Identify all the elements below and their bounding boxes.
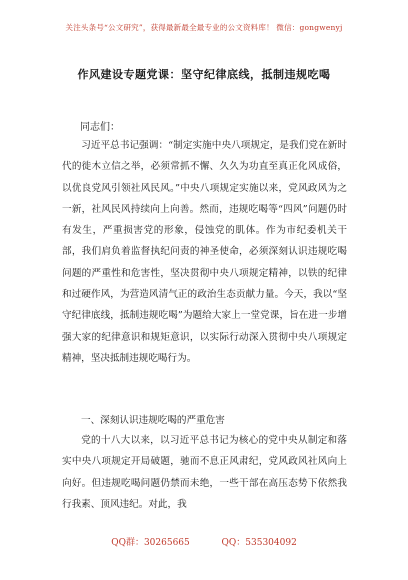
paragraph-text: 党的十八大以来，以习近平总书记为核心的党中央从制定和落实中央八项规定开局破题，驰而不息正风肃纪，党风政风社风向上向好。但违规吃喝问题仍禁而未绝，一些干部在高压态势下依然我行我素、顶风违纪。对此，我 <box>62 435 347 510</box>
footer-contact <box>0 535 408 548</box>
footer-qq-group: QQ群：30265665 <box>111 538 190 548</box>
body-paragraph-1 <box>62 135 347 369</box>
salutation: 同志们： <box>80 122 120 133</box>
footer-qq-number: QQ：535304092 <box>221 538 297 548</box>
paragraph-text: 习近平总书记强调：“制定实施中央八项规定，是我们党在新时代的徙木立信之举，必须常抓不懈、久久为功直至真正化风成俗，以优良党风引领社风民风。”中央八项规定实施以来，党风政风为之一新，社风民风持续向上向善。然而，违规吃喝等“四风”问题仍时有发生，严重损害党的形象，侵蚀党的肌体。作为市纪委机关干部，我们肩负着监督执纪问责的神圣使命，必须深刻认识违规吃喝问题的严重性和危害性，坚决贯彻中央八项规定精神，以铁的纪律和过硬作风，为营造风清气正的政治生态贡献力量。今天，我以“坚守纪律底线，抵制违规吃喝”为题给大家上一堂党课，旨在进一步增强大家的纪律意识和规矩意识，以实际行动深入贯彻中央八项规定精神，坚决抵制违规吃喝行为。 <box>62 140 347 364</box>
section-heading-1: 一、深刻认识违规吃喝的严重危害 <box>81 415 225 426</box>
document-title: 作风建设专题党课：坚守纪律底线，抵制违规吃喝 <box>77 68 331 81</box>
header-promo-note: 关注头条号“公文研究”，获得最新最全最专业的公文资料库！ 微信：gongwenyj <box>65 23 343 32</box>
body-paragraph-2 <box>62 430 347 515</box>
